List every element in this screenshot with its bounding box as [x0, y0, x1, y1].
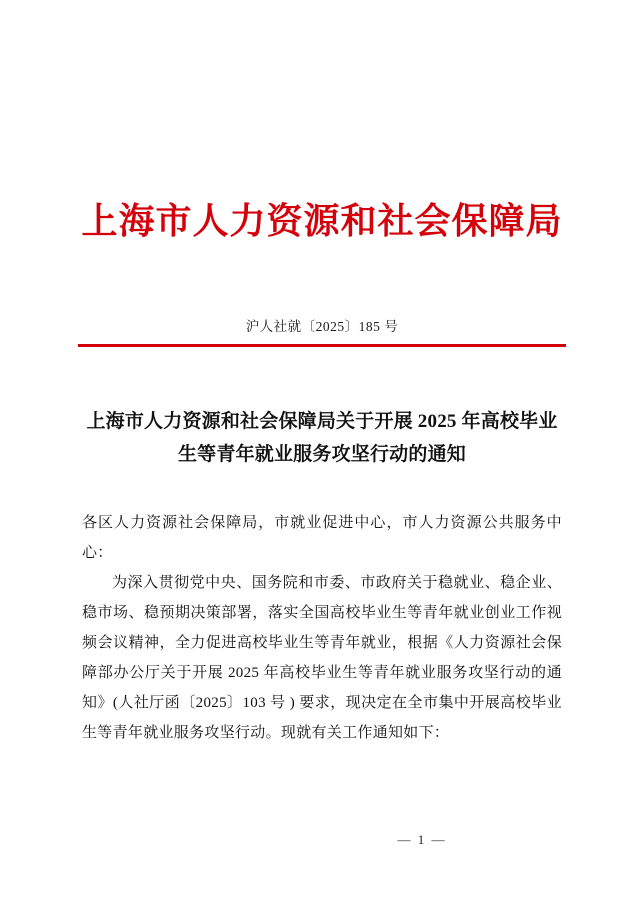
page-number-label: — 1 —	[397, 832, 447, 847]
document-number: 沪人社就〔2025〕185 号	[245, 319, 399, 334]
body-paragraph-1: 为深入贯彻党中央、国务院和市委、市政府关于稳就业、稳企业、稳市场、稳预期决策部署，落实全国高校毕业生等青年就业创业工作视频会议精神，全力促进高校毕业生等青年就业，根据《人力资源社会保障部办公厅关于开展 2025 年高校毕业生等青年就业服务攻坚行动的通知》(人社厅函〔2025〕103 号 ) 要求，现决定在全市集中开展高校毕业生等青年就业服务攻坚行动。现就有关工作通知如下：	[82, 575, 562, 741]
document-body	[82, 508, 562, 748]
page-footer	[0, 832, 644, 848]
document-title: 上海市人力资源和社会保障局关于开展 2025 年高校毕业生等青年就业服务攻坚行动的通知	[86, 411, 558, 466]
document-header	[0, 200, 644, 243]
issuing-agency-banner: 上海市人力资源和社会保障局	[81, 200, 563, 242]
red-separator-rule	[78, 344, 566, 347]
addressee-line: 各区人力资源社会保障局，市就业促进中心，市人力资源公共服务中心：	[82, 515, 562, 561]
